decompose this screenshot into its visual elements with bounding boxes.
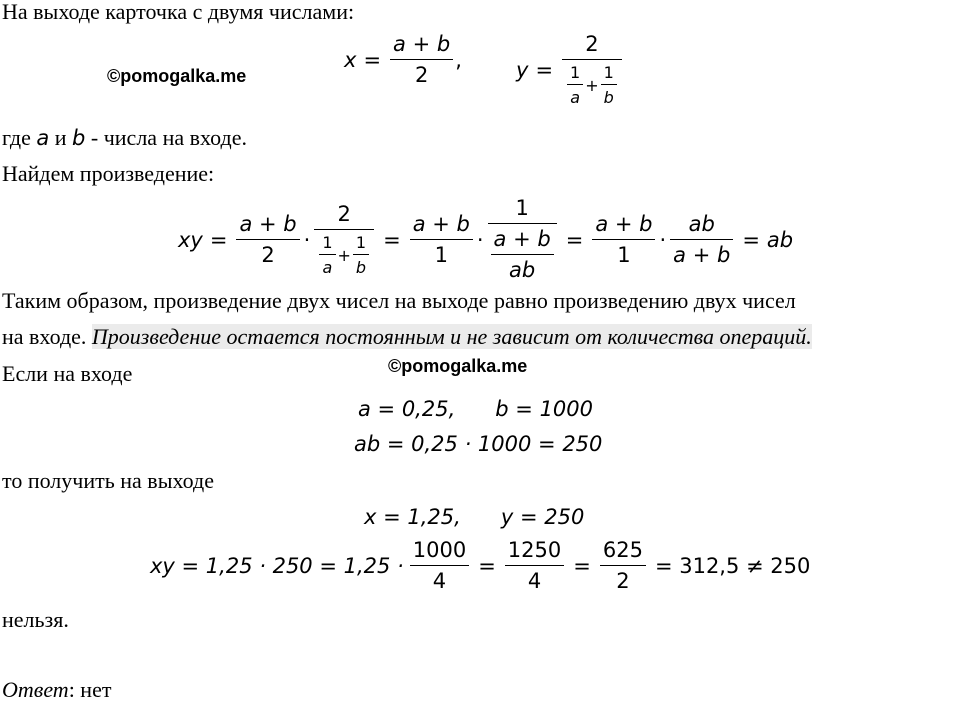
where-text: где a и b - числа на входе. [2, 125, 247, 150]
watermark: ©pomogalka.me [388, 356, 528, 376]
conclusion-line-1: Таким образом, произведение двух чисел на выходе равно произведению двух чисел [2, 288, 796, 313]
watermark: ©pomogalka.me [107, 66, 247, 86]
impossible-text: нельзя. [2, 607, 69, 632]
fraction: 2 $\frac{1}{a}$ + $\frac{1}{b}$ [562, 32, 622, 108]
answer-value: : нет [68, 677, 112, 702]
ab-calculation: ab = 0,25 · 1000 = 250 [354, 432, 603, 456]
xy-calculation: xy = 1,25 · 250 = 1,25 · $\frac{1000}{4}$ = $\frac{1250}{4}$ = $\frac{625}{2}$ = 312,5 ≠ 250 [150, 538, 811, 594]
y-definition: y = 2 $\frac{1}{a}$ + $\frac{1}{b}$ [516, 32, 624, 108]
input-values: a = 0,25, b = 1000 [358, 397, 594, 421]
then-output-text: то получить на выходе [2, 468, 214, 493]
answer [2, 679, 111, 701]
if-input-text: Если на входе [2, 361, 133, 386]
x-definition: x = $\frac{a + b}{2}$ , [344, 32, 462, 88]
product-formula: xy = $\frac{a + b}{2}$ · 2 $\frac{1}{a}$ + $\frac{1}{b}$ = $\frac{a + b}{1}$ · $\frac{1}{\frac{a + b}{ab}}$ = $\frac{a + b}{1}$ · $\frac{ab}{a + b}$ = ab [178, 196, 794, 283]
answer-label: Ответ [2, 677, 69, 702]
highlighted-statement: Произведение остается постоянным и не зависит от количества операций. [91, 324, 812, 349]
find-product-text: Найдем произведение: [2, 161, 215, 186]
conclusion-line-2: на входе. Произведение остается постоянным и не зависит от количества операций. [2, 324, 812, 349]
output-values: x = 1,25, y = 250 [364, 505, 585, 529]
fraction: $\frac{a + b}{2}$ [390, 32, 453, 88]
intro-text: На выходе карточка с двумя числами: [2, 0, 355, 24]
